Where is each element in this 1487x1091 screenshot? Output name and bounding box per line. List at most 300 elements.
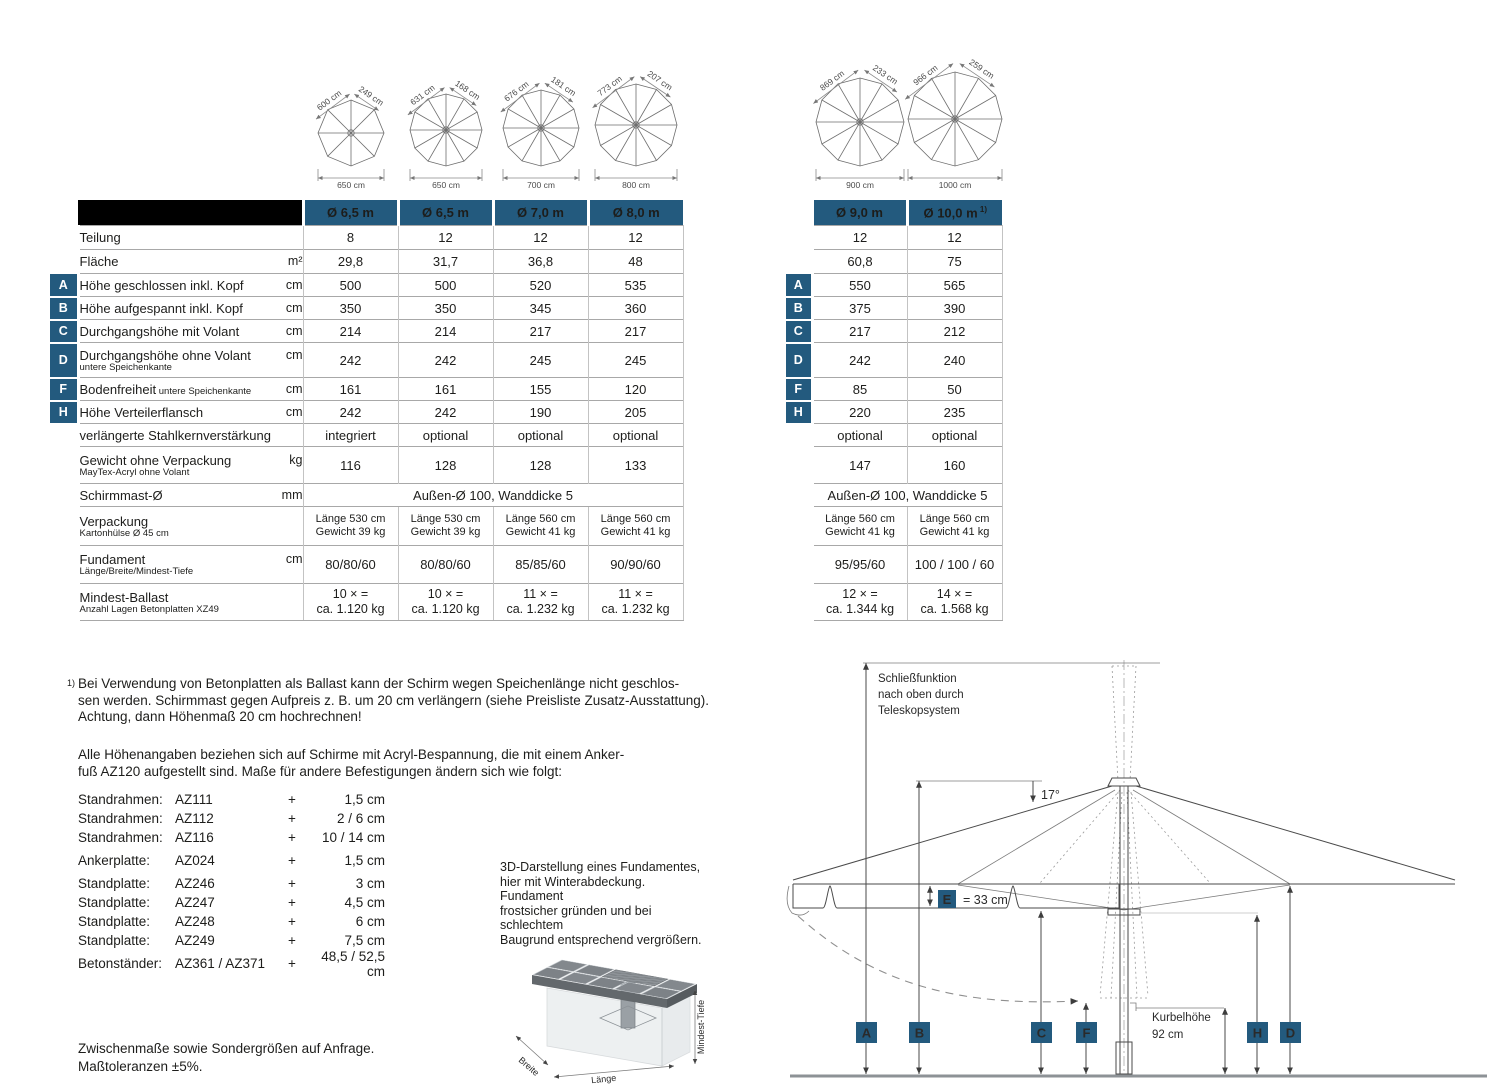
row-sublabel: Länge/Breite/Mindest-Tiefe — [79, 566, 194, 577]
angle-label: 17° — [1041, 788, 1060, 802]
marker-badges — [856, 1022, 1301, 1043]
mount-type: Standplatte: — [78, 895, 151, 910]
canopy-top-left — [793, 786, 1112, 880]
column-header: Ø 9,0 m — [812, 200, 907, 226]
table-row — [50, 226, 683, 250]
mounting-row — [78, 874, 388, 893]
umbrella-topviews-left — [303, 68, 683, 198]
row-unit: mm — [281, 487, 303, 502]
value-cell: 116 — [303, 447, 398, 484]
value-cell: 120 — [588, 378, 683, 401]
footnote-line: sen werden. Schirmmast gegen Aufpreis z. B. um 20 cm verlängern (siehe Preisliste Zusatz-Ausstattung). — [78, 692, 710, 708]
value-cell: 29,8 — [303, 250, 398, 274]
rib-swing-arc — [798, 916, 1078, 1002]
mount-type: Standrahmen: — [78, 811, 163, 826]
panel-edge-label: 207 cm — [645, 68, 674, 93]
row-label: Mindest-Ballast — [79, 589, 169, 605]
row-label: Teilung — [79, 230, 121, 245]
panel-edge-label: 168 cm — [452, 78, 482, 102]
mounting-row — [78, 851, 388, 870]
row-unit: cm — [285, 277, 303, 292]
plus-sign: + — [288, 876, 296, 891]
spec-table-left — [50, 200, 684, 621]
mount-code: AZ246 — [175, 876, 215, 891]
row-label-cell — [78, 297, 303, 320]
value-cell: 565 — [907, 274, 1002, 297]
row-unit: cm — [285, 404, 303, 419]
telescope-outline — [1130, 666, 1136, 781]
diameter-label: 700 cm — [526, 180, 555, 190]
panel-edge-label: 249 cm — [356, 83, 386, 108]
umbrella-top-view — [396, 74, 496, 198]
value-cell: optional — [812, 424, 907, 447]
mount-type: Standrahmen: — [78, 792, 163, 807]
table-row — [786, 584, 1002, 621]
header-row — [50, 200, 683, 226]
row-unit: m² — [287, 254, 303, 268]
value-cell: 220 — [812, 401, 907, 424]
value-span-cell: Außen-Ø 100, Wanddicke 5 — [812, 484, 1002, 507]
value-cell: 235 — [907, 401, 1002, 424]
umbrella-slot — [588, 68, 683, 198]
value-cell: optional — [398, 424, 493, 447]
umbrella-slot — [303, 74, 398, 198]
umbrella-slot — [907, 56, 1002, 198]
foundation-note-line: hier mit Winterabdeckung. Fundament — [500, 874, 646, 903]
mount-code: AZ248 — [175, 914, 215, 929]
column-header: Ø 7,0 m — [493, 200, 588, 226]
paragraph-line: Alle Höhenangaben beziehen sich auf Schirme mit Acryl-Bespannung, die mit einem Anker- — [78, 747, 625, 762]
mounting-group — [78, 948, 388, 979]
row-label: Durchgangshöhe ohne Volant — [79, 347, 251, 363]
column-header: Ø 8,0 m — [588, 200, 683, 226]
row-unit: cm — [285, 552, 303, 566]
letters-column-header — [786, 200, 812, 226]
row-label-cell — [78, 546, 303, 584]
table-row — [786, 320, 1002, 343]
row-label: Schirmmast-Ø — [79, 487, 163, 503]
value-cell: 12 — [907, 226, 1002, 250]
mount-type: Standplatte: — [78, 876, 151, 891]
mount-type: Standplatte: — [78, 933, 151, 948]
panel-edge-label: 181 cm — [548, 74, 578, 99]
front-rib-right — [1133, 790, 1290, 884]
table-row — [786, 274, 1002, 297]
panel-edge-label: 233 cm — [870, 62, 900, 87]
diameter-label: 650 cm — [431, 180, 460, 190]
mounting-row — [78, 809, 388, 828]
value-cell: 85 — [812, 378, 907, 401]
row-letter-empty — [50, 507, 78, 546]
value-cell: 12 — [812, 226, 907, 250]
foundation-3d — [492, 918, 707, 1086]
mounting-row — [78, 790, 388, 809]
table-row — [50, 484, 683, 507]
plus-sign: + — [288, 830, 296, 845]
value-cell: 160 — [907, 447, 1002, 484]
closing-function-text: Teleskopsystem — [878, 705, 960, 717]
plus-sign: + — [288, 792, 296, 807]
mounting-row — [78, 948, 388, 979]
value-cell: 217 — [493, 320, 588, 343]
value-cell: 217 — [812, 320, 907, 343]
row-letter-empty — [50, 484, 78, 507]
plus-sign: + — [288, 811, 296, 826]
value-cell: 161 — [303, 378, 398, 401]
row-label: Fundament — [79, 552, 146, 567]
value-cell: 214 — [398, 320, 493, 343]
mount-type: Ankerplatte: — [78, 853, 151, 868]
value-cell: 350 — [398, 297, 493, 320]
valance-left-fold — [787, 886, 809, 915]
breite-label: Breite — [516, 1054, 541, 1078]
row-label: Höhe geschlossen inkl. Kopf — [79, 277, 244, 293]
crank-bracket — [1130, 1003, 1136, 1011]
column-header: Ø 6,5 m — [398, 200, 493, 226]
value-cell: 217 — [588, 320, 683, 343]
row-letter-empty — [50, 250, 78, 274]
closing-function-text: nach oben durch — [878, 689, 964, 701]
mount-type: Standplatte: — [78, 914, 151, 929]
diameter-label: 650 cm — [336, 180, 365, 190]
value-cell: 11 × = ca. 1.232 kg — [493, 584, 588, 621]
umbrella-topviews-right — [812, 56, 1002, 198]
mount-code: AZ116 — [175, 830, 214, 845]
closed-canopy-outline — [1100, 792, 1118, 996]
row-letter-empty — [50, 546, 78, 584]
panel-width-label: 773 cm — [594, 73, 624, 99]
value-cell: integriert — [303, 424, 398, 447]
header-row — [786, 200, 1002, 226]
row-sublabel: Kartonhülse Ø 45 cm — [79, 527, 169, 539]
value-cell: Länge 560 cm Gewicht 41 kg — [588, 507, 683, 546]
table-row — [786, 378, 1002, 401]
mounting-row — [78, 828, 388, 847]
row-letter-empty — [786, 250, 812, 274]
badge-A: A — [861, 1025, 872, 1041]
footnote-sup: 1) — [67, 678, 76, 688]
value-cell: 10 × = ca. 1.120 kg — [398, 584, 493, 621]
value-cell: Länge 530 cm Gewicht 39 kg — [303, 507, 398, 546]
table-row — [786, 507, 1002, 546]
row-letter-empty — [50, 584, 78, 621]
row-sublabel: untere Speichenkante — [79, 361, 172, 373]
row-label-cell — [78, 484, 303, 507]
footnote — [67, 676, 726, 726]
row-label-cell — [78, 584, 303, 621]
value-cell: 345 — [493, 297, 588, 320]
row-letter-badge: A — [786, 274, 812, 297]
table-row — [786, 250, 1002, 274]
mount-type: Standrahmen: — [78, 830, 163, 845]
row-letter-badge: F — [786, 378, 812, 401]
mount-offset: 4,5 cm — [344, 895, 385, 910]
row-label-cell — [78, 447, 303, 484]
mounting-group — [78, 874, 388, 950]
umbrella-top-view — [301, 74, 401, 198]
bottom-note-line: Maßtoleranzen ±5%. — [78, 1059, 203, 1074]
value-cell: 36,8 — [493, 250, 588, 274]
row-unit: cm — [285, 300, 303, 315]
row-label: Durchgangshöhe mit Volant — [79, 323, 240, 339]
row-letter-badge: B — [50, 297, 78, 320]
panel-width-label: 676 cm — [501, 78, 530, 104]
mount-offset: 2 / 6 cm — [336, 811, 385, 826]
table-row — [50, 297, 683, 320]
value-cell: 390 — [907, 297, 1002, 320]
mounting-row — [78, 912, 388, 931]
row-letter-badge: D — [50, 343, 78, 378]
crank-label: 92 cm — [1152, 1029, 1184, 1041]
umbrella-slot — [398, 74, 493, 198]
mount-code: AZ111 — [175, 792, 213, 807]
row-unit: cm — [285, 347, 303, 362]
plus-sign: + — [288, 933, 296, 948]
height-reference-paragraph — [78, 747, 658, 780]
table-row — [786, 447, 1002, 484]
value-cell: 147 — [812, 447, 907, 484]
value-cell: optional — [907, 424, 1002, 447]
footnote-line: Achtung, dann Höhenmaß 20 cm hochrechnen! — [78, 709, 362, 724]
letters-column-header — [50, 200, 78, 226]
value-cell: 242 — [303, 401, 398, 424]
row-letter-empty — [786, 424, 812, 447]
strut-right — [1124, 885, 1290, 910]
value-cell: 240 — [907, 343, 1002, 378]
umbrella-slot — [493, 74, 588, 198]
umbrella-slot — [812, 62, 907, 198]
table-row — [50, 250, 683, 274]
canopy-top-right — [1136, 786, 1455, 880]
row-label-cell — [78, 226, 303, 250]
value-cell: optional — [493, 424, 588, 447]
value-cell: 161 — [398, 378, 493, 401]
value-cell: 212 — [907, 320, 1002, 343]
mount-code: AZ247 — [175, 895, 215, 910]
value-cell: 128 — [493, 447, 588, 484]
value-cell: 85/85/60 — [493, 546, 588, 584]
table-row — [786, 424, 1002, 447]
umbrella-top-view — [905, 56, 1005, 198]
row-letter-empty — [50, 447, 78, 484]
foundation-note-line: Baugrund entsprechend vergrößern. — [500, 932, 702, 947]
row-letter-badge: H — [786, 401, 812, 424]
mount-code: AZ361 / AZ371 — [175, 956, 266, 971]
plus-sign: + — [288, 853, 296, 868]
mount-type: Betonständer: — [78, 956, 163, 971]
value-cell: 133 — [588, 447, 683, 484]
row-letter-empty — [50, 424, 78, 447]
panel-width-label: 869 cm — [817, 68, 846, 93]
value-cell: 50 — [907, 378, 1002, 401]
badge-C: C — [1036, 1025, 1047, 1041]
mount-code: AZ249 — [175, 933, 215, 948]
mount-offset: 7,5 cm — [344, 933, 385, 948]
front-rib-left — [958, 790, 1115, 884]
e-value: = 33 cm — [963, 893, 1008, 907]
value-cell: 14 × = ca. 1.568 kg — [907, 584, 1002, 621]
table-row — [786, 401, 1002, 424]
value-cell: 550 — [812, 274, 907, 297]
row-letter-empty — [786, 484, 812, 507]
value-cell: 350 — [303, 297, 398, 320]
value-cell: 90/90/60 — [588, 546, 683, 584]
value-cell: 12 — [493, 226, 588, 250]
mount-code: AZ024 — [175, 853, 215, 868]
table-row — [50, 401, 683, 424]
row-letter-badge: C — [50, 320, 78, 343]
table-row — [50, 447, 683, 484]
umbrella-side-diagram — [785, 655, 1487, 1091]
badge-F: F — [1082, 1025, 1091, 1041]
row-label-cell — [78, 343, 303, 378]
row-letter-badge: D — [786, 343, 812, 378]
closed-canopy-outline — [1131, 792, 1148, 996]
table-row — [786, 297, 1002, 320]
value-cell: 12 — [398, 226, 493, 250]
umbrella-top-view — [586, 68, 686, 198]
diameter-label: 900 cm — [845, 180, 874, 190]
value-cell: 190 — [493, 401, 588, 424]
badge-H: H — [1252, 1025, 1263, 1041]
mount-code: AZ112 — [175, 811, 214, 826]
row-letter-empty — [786, 584, 812, 621]
row-letter-empty — [786, 447, 812, 484]
row-label: Höhe Verteilerflansch — [79, 404, 204, 420]
row-letter-empty — [786, 507, 812, 546]
value-cell: 48 — [588, 250, 683, 274]
table-row — [50, 320, 683, 343]
laenge-label: Länge — [590, 1072, 617, 1086]
row-label-cell — [78, 507, 303, 546]
table-row — [786, 226, 1002, 250]
foundation-note-line: 3D-Darstellung eines Fundamentes, — [500, 860, 701, 874]
diameter-label: 1000 cm — [938, 180, 971, 190]
mounting-row — [78, 931, 388, 950]
table-row — [786, 484, 1002, 507]
row-label: verlängerte Stahlkernverstärkung — [79, 427, 271, 443]
panel-width-label: 600 cm — [314, 87, 343, 113]
value-cell: 360 — [588, 297, 683, 320]
closing-function-text: Schließfunktion — [878, 673, 957, 685]
plus-sign: + — [288, 895, 296, 910]
table-row — [50, 343, 683, 378]
panel-width-label: 966 cm — [910, 62, 940, 88]
table-row — [786, 343, 1002, 378]
value-cell: 12 × = ca. 1.344 kg — [812, 584, 907, 621]
value-cell: 100 / 100 / 60 — [907, 546, 1002, 584]
value-cell: 75 — [907, 250, 1002, 274]
row-label-cell — [78, 274, 303, 297]
e-badge-letter: E — [942, 892, 952, 907]
row-letter-badge: F — [50, 378, 78, 401]
value-cell: 60,8 — [812, 250, 907, 274]
value-cell: 155 — [493, 378, 588, 401]
value-cell: 10 × = ca. 1.120 kg — [303, 584, 398, 621]
value-cell: 214 — [303, 320, 398, 343]
row-letter-badge: A — [50, 274, 78, 297]
plus-sign: + — [288, 914, 296, 929]
table-row — [50, 378, 683, 401]
crank-label: Kurbelhöhe — [1152, 1012, 1211, 1024]
badge-B: B — [914, 1025, 925, 1041]
spec-table-right — [786, 200, 1003, 621]
value-cell: Länge 530 cm Gewicht 39 kg — [398, 507, 493, 546]
row-label-cell — [78, 401, 303, 424]
value-cell: 500 — [398, 274, 493, 297]
value-cell: 245 — [588, 343, 683, 378]
bottom-note — [78, 1040, 374, 1076]
row-letter-badge: H — [50, 401, 78, 424]
value-cell: 12 — [588, 226, 683, 250]
value-cell: 80/80/60 — [303, 546, 398, 584]
column-header: Ø 10,0 m $^{1)}$ — [907, 200, 1002, 226]
column-header: Ø 6,5 m — [303, 200, 398, 226]
diameter-label: 800 cm — [621, 180, 650, 190]
plus-sign: + — [288, 956, 296, 971]
row-unit: cm — [285, 381, 303, 396]
value-cell: 242 — [303, 343, 398, 378]
footnote-line: 1) Bei Verwendung von Betonplatten als Ballast kann der Schirm wegen Speichenlänge nicht geschlos- — [67, 676, 680, 691]
value-cell: Länge 560 cm Gewicht 41 kg — [907, 507, 1002, 546]
table-row — [50, 424, 683, 447]
umbrella-top-view — [491, 74, 591, 198]
row-label-cell — [78, 250, 303, 274]
mount-offset: 48,5 / 52,5 cm — [321, 948, 385, 979]
table-row — [50, 546, 683, 584]
badge-D: D — [1285, 1025, 1296, 1041]
value-cell: 242 — [398, 343, 493, 378]
table-row — [786, 546, 1002, 584]
mounting-row — [78, 893, 388, 912]
value-cell: 95/95/60 — [812, 546, 907, 584]
value-cell: 128 — [398, 447, 493, 484]
value-cell: 520 — [493, 274, 588, 297]
umbrella-top-view — [810, 62, 910, 198]
mount-offset: 1,5 cm — [344, 853, 385, 868]
row-letter-badge: B — [786, 297, 812, 320]
mount-offset: 1,5 cm — [344, 792, 385, 807]
row-label-cell — [78, 424, 303, 447]
row-label: Verpackung — [79, 513, 149, 529]
row-label: Fläche — [79, 254, 119, 269]
value-cell: 500 — [303, 274, 398, 297]
row-unit: kg — [289, 452, 303, 467]
value-cell: 242 — [398, 401, 493, 424]
row-sublabel: Anzahl Lagen Betonplatten XZ49 — [79, 603, 219, 615]
panel-edge-label: 259 cm — [966, 56, 996, 81]
value-cell: 535 — [588, 274, 683, 297]
bottom-note-line: Zwischenmaße sowie Sondergrößen auf Anfrage. — [78, 1041, 375, 1056]
value-cell: 8 — [303, 226, 398, 250]
value-span-cell: Außen-Ø 100, Wanddicke 5 — [303, 484, 683, 507]
tiefe-label: Mindest-Tiefe — [696, 999, 706, 1055]
row-label: Bodenfreiheit — [79, 381, 157, 397]
value-cell: 375 — [812, 297, 907, 320]
value-cell: 11 × = ca. 1.232 kg — [588, 584, 683, 621]
row-letter-badge: C — [786, 320, 812, 343]
paragraph-line: fuß AZ120 aufgestellt sind. Maße für andere Befestigungen ändern sich wie folgt: — [78, 763, 563, 779]
row-letter-empty — [50, 226, 78, 250]
row-letter-empty — [786, 546, 812, 584]
value-cell: 205 — [588, 401, 683, 424]
redacted-brand-box — [78, 200, 303, 226]
value-cell: 242 — [812, 343, 907, 378]
mount-offset: 10 / 14 cm — [321, 830, 385, 845]
mounting-group — [78, 790, 388, 847]
table-row — [50, 507, 683, 546]
value-cell: 245 — [493, 343, 588, 378]
